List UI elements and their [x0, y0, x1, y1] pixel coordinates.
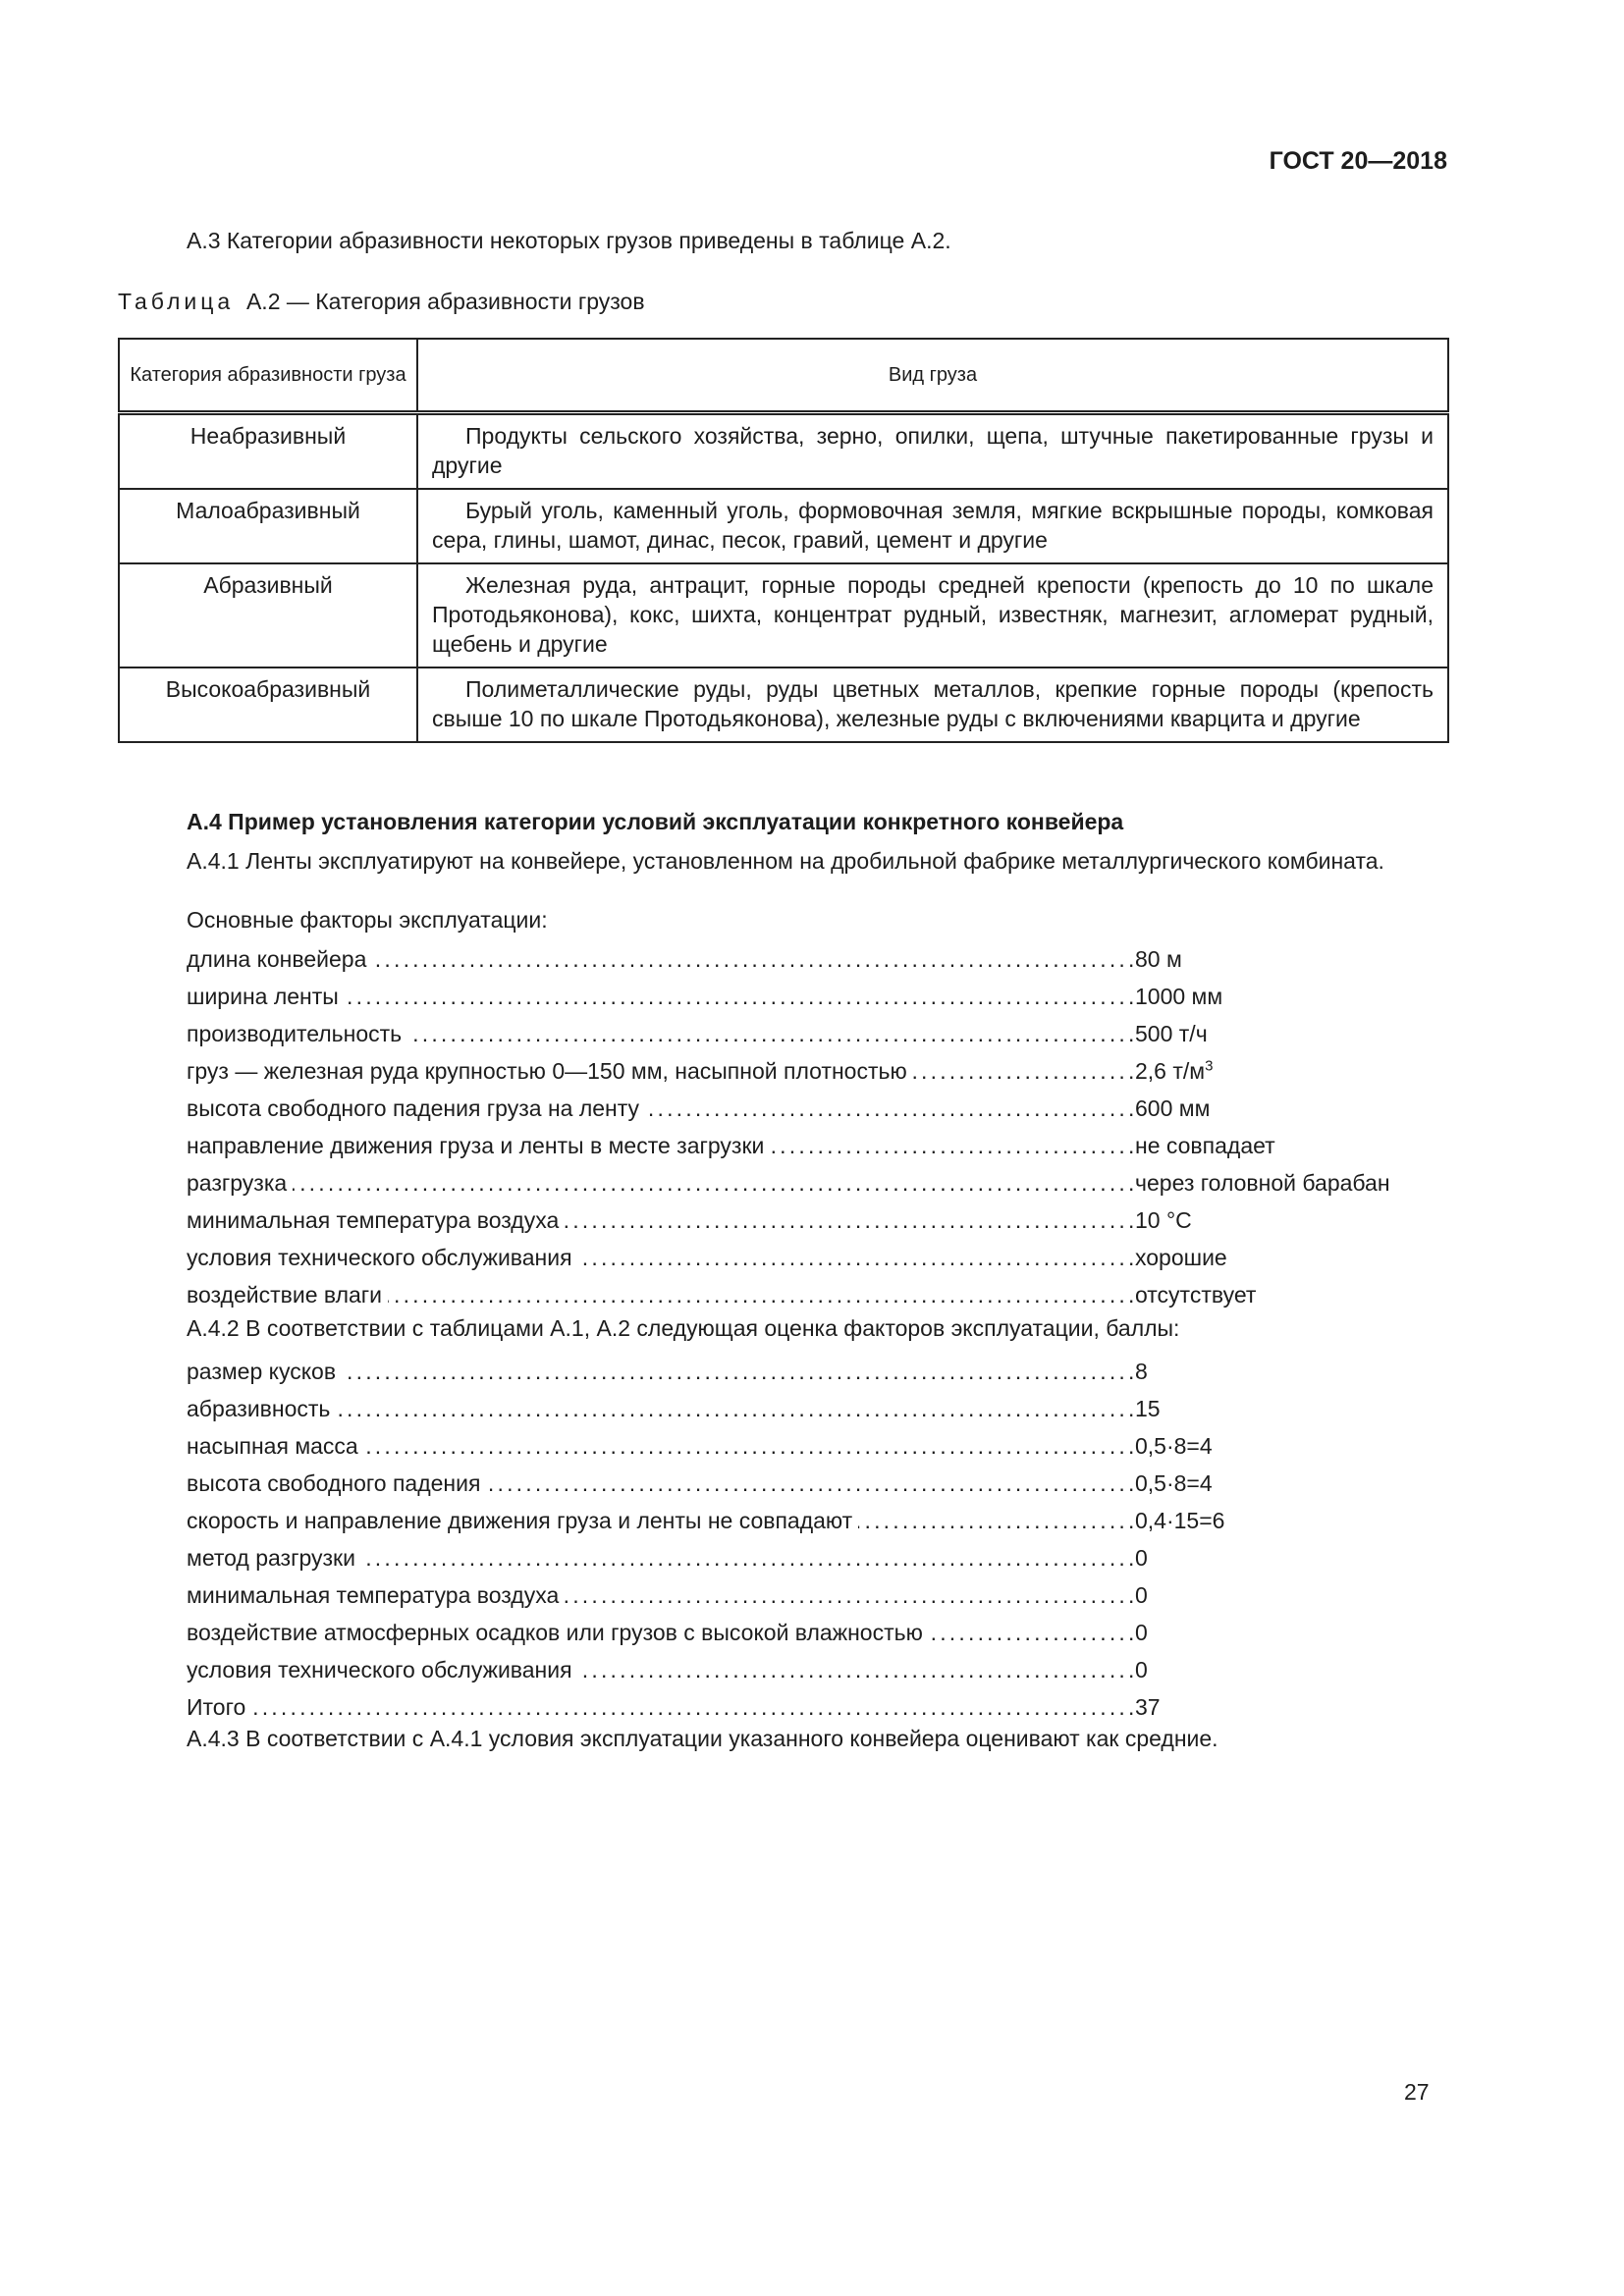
score-value: 0 [1135, 1657, 1148, 1682]
factor-label: длина конвейера [187, 946, 372, 972]
factors-list [187, 940, 1414, 1313]
list-item [187, 978, 1414, 1015]
col-header-cargo: Вид груза [417, 339, 1448, 413]
list-item [187, 1576, 1414, 1614]
factor-value: 600 мм [1135, 1095, 1211, 1121]
list-item [187, 1427, 1414, 1465]
factor-value-superscript: 3 [1205, 1057, 1214, 1075]
factor-value: отсутствует [1135, 1282, 1257, 1308]
factor-value-text: 2,6 т/м [1135, 1058, 1206, 1084]
score-value: 0 [1135, 1582, 1148, 1608]
score-label: размер кусков [187, 1359, 342, 1384]
list-item [187, 1651, 1414, 1688]
score-value: 37 [1135, 1694, 1161, 1720]
factors-heading: Основные факторы эксплуатации: [187, 907, 548, 933]
score-label: воздействие атмосферных осадков или грузов с высокой влажностью [187, 1620, 929, 1645]
factor-label: направление движения груза и ленты в месте загрузки [187, 1133, 770, 1158]
cargo-text: Бурый уголь, каменный уголь, формовочная земля, мягкие вскрышные породы, комковая сера, глины, шамот, динас, песок, гравий, цемент и другие [432, 498, 1434, 553]
table-caption-prefix: Таблица [118, 289, 235, 314]
table-header-row [119, 339, 1448, 413]
list-item [187, 940, 1414, 978]
score-label: насыпная масса [187, 1433, 364, 1459]
cargo-text: Железная руда, антрацит, горные породы средней крепости (крепость до 10 по шкале Протодьяконова), кокс, шихта, концентрат рудный, известняк, магнезит, агломерат рудный, щебень и другие [432, 572, 1434, 657]
cargo-text: Продукты сельского хозяйства, зерно, опилки, щепа, штучные пакетированные грузы и другие [432, 423, 1434, 478]
score-label: Итого [187, 1694, 251, 1720]
factor-label: разгрузка [187, 1170, 293, 1196]
factor-value: 1000 мм [1135, 984, 1223, 1009]
scores-list [187, 1353, 1414, 1726]
cargo-cell [417, 413, 1448, 490]
score-value: 15 [1135, 1396, 1161, 1421]
table-caption-title: А.2 — Категория абразивности грузов [234, 289, 645, 314]
list-item [187, 1127, 1414, 1164]
list-item [187, 1502, 1414, 1539]
factor-label: условия технического обслуживания [187, 1245, 578, 1270]
list-item [187, 1276, 1414, 1313]
score-value: 0,4·15=6 [1135, 1508, 1225, 1533]
cargo-cell [417, 563, 1448, 667]
score-value: 8 [1135, 1359, 1148, 1384]
score-value: 0,5·8=4 [1135, 1470, 1213, 1496]
category-cell: Неабразивный [119, 413, 417, 490]
cargo-text: Полиметаллические руды, руды цветных металлов, крепкие горные породы (крепость свыше 10 по шкале Протодьяконова), железные руды с включениями кварцита и другие [432, 676, 1434, 731]
score-value: 0 [1135, 1545, 1148, 1571]
factor-label: производительность [187, 1021, 407, 1046]
list-item [187, 1390, 1414, 1427]
paragraph-a43: А.4.3 В соответствии с А.4.1 условия эксплуатации указанного конвейера оценивают как средние. [187, 1726, 1218, 1751]
factor-value: 500 т/ч [1135, 1021, 1208, 1046]
abrasiveness-table [118, 338, 1449, 743]
factor-value: 10 °С [1135, 1207, 1192, 1233]
document-code: ГОСТ 20—2018 [1269, 147, 1447, 175]
factor-label: груз — железная руда крупностью 0—150 мм, насыпной плотностью [187, 1058, 913, 1084]
table-row [119, 667, 1448, 742]
list-item [187, 1353, 1414, 1390]
factor-value: через головной барабан [1135, 1170, 1390, 1196]
category-cell: Высокоабразивный [119, 667, 417, 742]
factor-label: ширина ленты [187, 984, 345, 1009]
list-item [187, 1090, 1414, 1127]
paragraph-a42: А.4.2 В соответствии с таблицами А.1, А.2 следующая оценка факторов эксплуатации, баллы: [187, 1315, 1180, 1341]
paragraph-a41: А.4.1 Ленты эксплуатируют на конвейере, установленном на дробильной фабрике металлургического комбината. [187, 848, 1384, 874]
score-value: 0 [1135, 1620, 1148, 1645]
list-item-total [187, 1688, 1414, 1726]
col-header-category: Категория абразивности груза [119, 339, 417, 413]
list-item [187, 1614, 1414, 1651]
table-row [119, 563, 1448, 667]
score-label: скорость и направление движения груза и ленты не совпадают [187, 1508, 858, 1533]
table-caption [118, 289, 645, 315]
score-label: высота свободного падения [187, 1470, 486, 1496]
score-value: 0,5·8=4 [1135, 1433, 1213, 1459]
list-item [187, 1201, 1414, 1239]
category-cell: Малоабразивный [119, 489, 417, 563]
table-row [119, 413, 1448, 490]
list-item [187, 1465, 1414, 1502]
list-item [187, 1015, 1414, 1052]
list-item [187, 1539, 1414, 1576]
cargo-cell [417, 667, 1448, 742]
factor-label: минимальная температура воздуха [187, 1207, 565, 1233]
category-cell: Абразивный [119, 563, 417, 667]
list-item [187, 1164, 1414, 1201]
score-label: условия технического обслуживания [187, 1657, 578, 1682]
cargo-cell [417, 489, 1448, 563]
factor-value: 80 м [1135, 946, 1182, 972]
factor-value [1135, 1052, 1213, 1090]
table-row [119, 489, 1448, 563]
list-item [187, 1052, 1414, 1090]
page-number: 27 [1404, 2079, 1430, 2105]
section-a4-title: А.4 Пример установления категории условий эксплуатации конкретного конвейера [187, 809, 1124, 834]
factor-value: не совпадает [1135, 1133, 1275, 1158]
intro-paragraph: А.3 Категории абразивности некоторых грузов приведены в таблице А.2. [187, 228, 951, 253]
score-label: метод разгрузки [187, 1545, 361, 1571]
list-item [187, 1239, 1414, 1276]
score-label: абразивность [187, 1396, 336, 1421]
factor-label: высота свободного падения груза на ленту [187, 1095, 645, 1121]
factor-value: хорошие [1135, 1245, 1227, 1270]
score-label: минимальная температура воздуха [187, 1582, 565, 1608]
factor-label: воздействие влаги [187, 1282, 388, 1308]
